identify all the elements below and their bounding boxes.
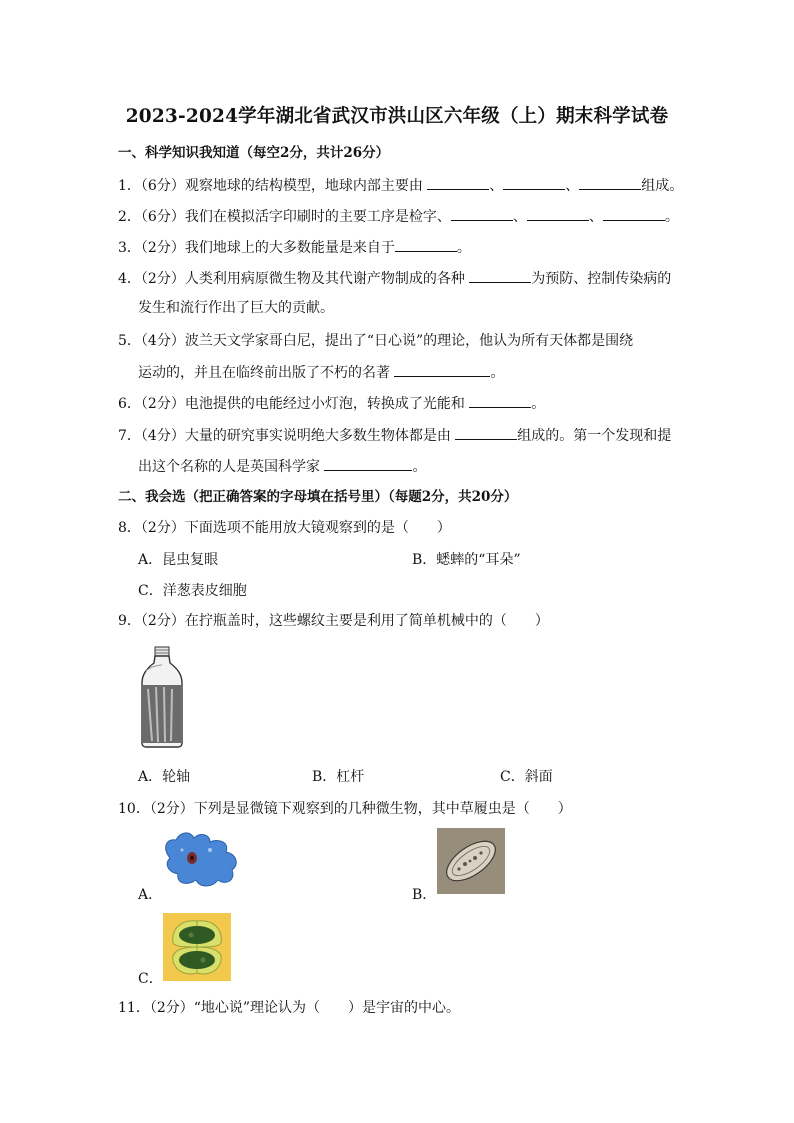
q8-option-b[interactable]: B．蟋蟀的“耳朵” xyxy=(412,552,521,568)
question-10: 10．（2分）下列是显微镜下观察到的几种微生物，其中草履虫是（ ） xyxy=(118,801,572,817)
q9-option-c[interactable]: C．斜面 xyxy=(500,769,553,785)
q9-option-b[interactable]: B．杠杆 xyxy=(312,769,365,785)
desmid-image xyxy=(163,913,231,981)
blank-1a[interactable] xyxy=(427,175,489,190)
q8-option-c[interactable]: C．洋葱表皮细胞 xyxy=(138,583,247,599)
page-title: 2023-2024学年湖北省武汉市洪山区六年级（上）期末科学试卷 xyxy=(125,106,669,127)
question-5: 5．（4分）波兰天文学家哥白尼，提出了“日心说”的理论，他认为所有天体都是围绕 xyxy=(118,333,634,349)
q9-option-a[interactable]: A．轮轴 xyxy=(138,769,191,785)
paramecium-image xyxy=(437,828,505,894)
q10-option-a[interactable]: A． xyxy=(138,887,163,903)
question-2: 2．（6分）我们在模拟活字印刷时的主要工序是检字、 、 、 。 xyxy=(118,206,679,227)
question-1: 1．（6分）观察地球的结构模型，地球内部主要由 、 、 组成。 xyxy=(118,175,683,196)
bottle-image xyxy=(138,645,186,749)
question-11: 11．（2分）“地心说”理论认为（ ）是宇宙的中心。 xyxy=(118,1000,461,1016)
question-6: 6．（2分）电池提供的电能经过小灯泡，转换成了光能和 。 xyxy=(118,393,545,414)
question-4: 4．（2分）人类利用病原微生物及其代谢产物制成的各种 为预防、控制传染病的 xyxy=(118,268,671,289)
section-1-heading: 一、科学知识我知道（每空2分，共计26分） xyxy=(118,145,390,161)
question-4-cont: 发生和流行作出了巨大的贡献。 xyxy=(138,300,334,316)
section-2-heading: 二、我会选（把正确答案的字母填在括号里）（每题2分，共20分） xyxy=(118,489,518,505)
blank-7b[interactable] xyxy=(324,456,412,471)
amoeba-image xyxy=(160,828,242,890)
q10-option-c[interactable]: C． xyxy=(138,971,163,987)
blank-2b[interactable] xyxy=(527,206,589,221)
blank-1c[interactable] xyxy=(579,175,641,190)
blank-5[interactable] xyxy=(394,362,490,377)
blank-6[interactable] xyxy=(469,393,531,408)
blank-3[interactable] xyxy=(395,237,457,252)
question-7: 7．（4分）大量的研究事实说明绝大多数生物体都是由 组成的。第一个发现和提 xyxy=(118,425,671,446)
question-7-cont: 出这个名称的人是英国科学家 。 xyxy=(138,456,426,477)
question-8: 8．（2分）下面选项不能用放大镜观察到的是（ ） xyxy=(118,520,451,536)
question-9: 9．（2分）在拧瓶盖时，这些螺纹主要是利用了简单机械中的（ ） xyxy=(118,613,549,629)
blank-7a[interactable] xyxy=(455,425,517,440)
blank-2c[interactable] xyxy=(603,206,665,221)
q10-option-b[interactable]: B． xyxy=(412,887,437,903)
question-3: 3．（2分）我们地球上的大多数能量是来自于 。 xyxy=(118,237,471,258)
blank-1b[interactable] xyxy=(503,175,565,190)
blank-2a[interactable] xyxy=(451,206,513,221)
blank-4[interactable] xyxy=(469,268,531,283)
question-5-cont: 运动的，并且在临终前出版了不朽的名著 。 xyxy=(138,362,504,383)
q8-option-a[interactable]: A．昆虫复眼 xyxy=(138,552,219,568)
